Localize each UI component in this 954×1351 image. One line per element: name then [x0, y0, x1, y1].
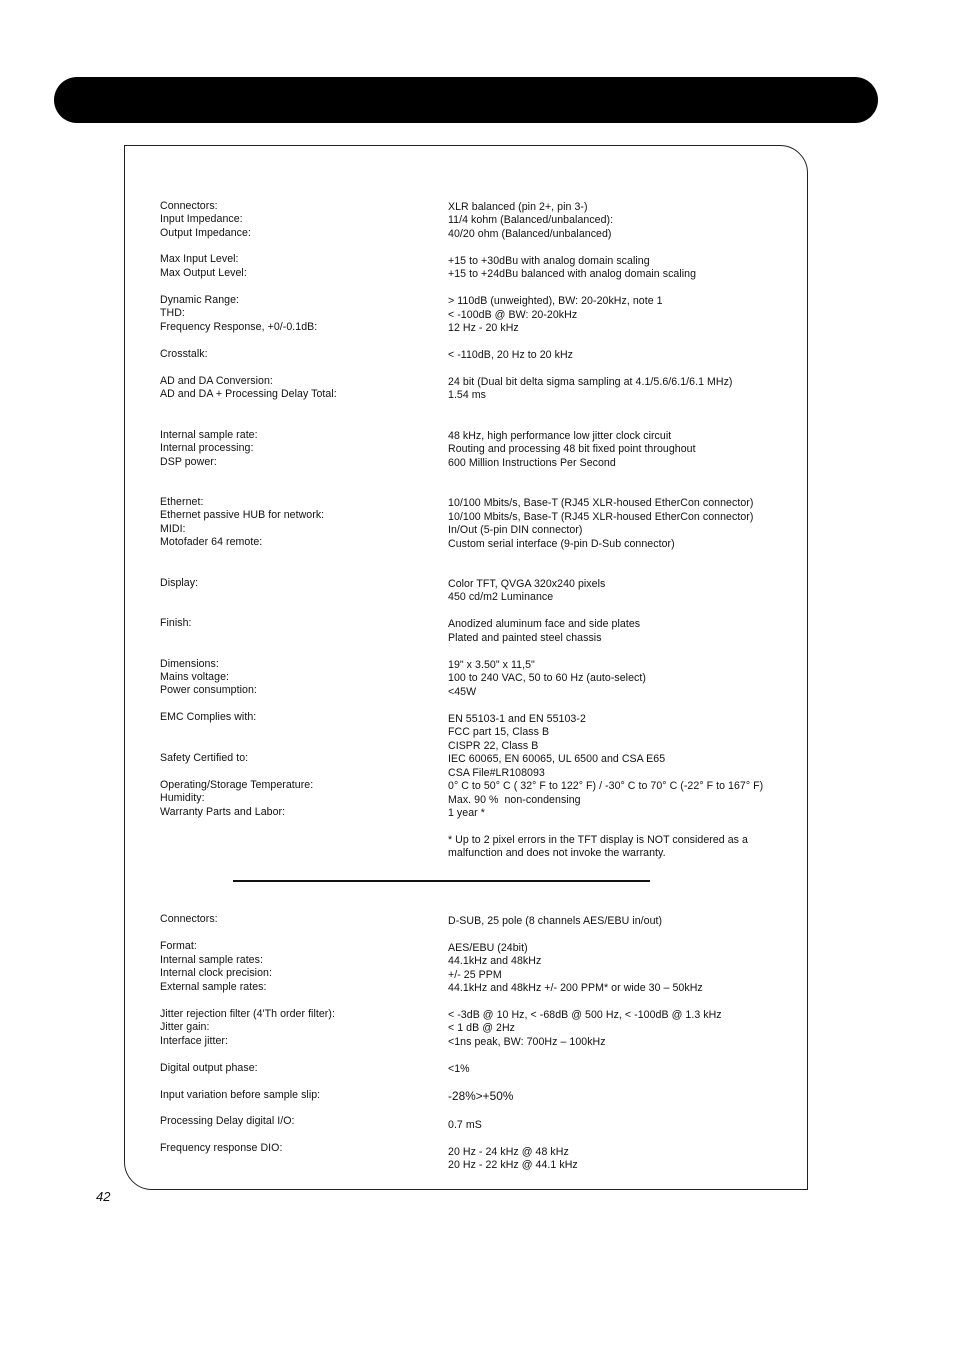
spec-label: Max Output Level:: [160, 267, 247, 279]
spec-label: Internal sample rates:: [160, 954, 263, 966]
spec-label: Interface jitter:: [160, 1035, 228, 1047]
spec-value: 20 Hz - 24 kHz @ 48 kHz: [448, 1146, 569, 1158]
spec-label: Mains voltage:: [160, 671, 230, 683]
spec-value: 44.1kHz and 48kHz +/- 200 PPM* or wide 30 – 50kHz: [448, 982, 703, 994]
spec-value: 10/100 Mbits/s, Base-T (RJ45 XLR-housed EtherCon connector): [448, 497, 754, 509]
page-number: 42: [96, 1189, 111, 1204]
spec-value: +/- 25 PPM: [448, 969, 502, 981]
spec-value: > 110dB (unweighted), BW: 20-20kHz, note 1: [448, 295, 663, 307]
spec-label: Safety Certified to:: [160, 752, 249, 764]
spec-value: Routing and processing 48 bit fixed point throughout: [448, 443, 696, 455]
section-divider: [233, 880, 650, 882]
spec-value: In/Out (5-pin DIN connector): [448, 524, 583, 536]
spec-value: D-SUB, 25 pole (8 channels AES/EBU in/out): [448, 915, 663, 927]
spec-value: <1ns peak, BW: 700Hz – 100kHz: [448, 1036, 606, 1048]
spec-value: malfunction and does not invoke the warranty.: [448, 847, 666, 859]
spec-value: 24 bit (Dual bit delta sigma sampling at 4.1/5.6/6.1/6.1 MHz): [448, 376, 733, 388]
spec-value: Color TFT, QVGA 320x240 pixels: [448, 578, 606, 590]
spec-value: 100 to 240 VAC, 50 to 60 Hz (auto-select): [448, 672, 646, 684]
spec-value: CSA File#LR108093: [448, 767, 545, 779]
spec-label: Motofader 64 remote:: [160, 536, 263, 548]
spec-value: EN 55103-1 and EN 55103-2: [448, 713, 586, 725]
spec-value: Max. 90 % non-condensing: [448, 794, 581, 806]
spec-value: +15 to +24dBu balanced with analog domain scaling: [448, 268, 697, 280]
spec-label: Crosstalk:: [160, 348, 208, 360]
spec-label: DSP power:: [160, 456, 217, 468]
spec-label: Jitter rejection filter (4'Th order filter):: [160, 1008, 335, 1020]
spec-value: < -3dB @ 10 Hz, < -68dB @ 500 Hz, < -100dB @ 1.3 kHz: [448, 1009, 722, 1021]
spec-value: <45W: [448, 686, 477, 698]
spec-label: EMC Complies with:: [160, 711, 257, 723]
spec-label: MIDI:: [160, 523, 186, 535]
spec-value: 44.1kHz and 48kHz: [448, 955, 542, 967]
spec-label: Humidity:: [160, 792, 205, 804]
spec-label: Connectors:: [160, 913, 218, 925]
spec-label: Warranty Parts and Labor:: [160, 806, 286, 818]
spec-value: AES/EBU (24bit): [448, 942, 528, 954]
spec-value: XLR balanced (pin 2+, pin 3-): [448, 201, 588, 213]
spec-label: Format:: [160, 940, 197, 952]
spec-label: External sample rates:: [160, 981, 267, 993]
spec-value: Anodized aluminum face and side plates: [448, 618, 641, 630]
spec-value: 1.54 ms: [448, 389, 487, 401]
spec-label: Finish:: [160, 617, 192, 629]
spec-value: CISPR 22, Class B: [448, 740, 539, 752]
spec-value: 450 cd/m2 Luminance: [448, 591, 554, 603]
spec-label: THD:: [160, 307, 185, 319]
header-bar: [54, 77, 878, 123]
spec-value: * Up to 2 pixel errors in the TFT display is NOT considered as a: [448, 834, 748, 846]
spec-label: Internal clock precision:: [160, 967, 272, 979]
spec-value: FCC part 15, Class B: [448, 726, 550, 738]
spec-value: 20 Hz - 22 kHz @ 44.1 kHz: [448, 1159, 578, 1171]
spec-value: 10/100 Mbits/s, Base-T (RJ45 XLR-housed EtherCon connector): [448, 511, 754, 523]
spec-value: 11/4 kohm (Balanced/unbalanced):: [448, 214, 614, 226]
spec-value: 19" x 3.50" x 11,5": [448, 659, 535, 671]
spec-value: Custom serial interface (9-pin D-Sub connector): [448, 538, 675, 550]
spec-label: Frequency Response, +0/-0.1dB:: [160, 321, 318, 333]
spec-label: Display:: [160, 577, 199, 589]
spec-label: AD and DA + Processing Delay Total:: [160, 388, 337, 400]
spec-label: AD and DA Conversion:: [160, 375, 273, 387]
spec-value: 0.7 mS: [448, 1119, 482, 1131]
spec-label: Digital output phase:: [160, 1062, 258, 1074]
spec-label: Power consumption:: [160, 684, 257, 696]
spec-label: Internal processing:: [160, 442, 254, 454]
spec-label: Connectors:: [160, 200, 218, 212]
spec-label: Frequency response DIO:: [160, 1142, 283, 1154]
spec-label: Operating/Storage Temperature:: [160, 779, 314, 791]
spec-value: 48 kHz, high performance low jitter clock circuit: [448, 430, 672, 442]
spec-value: < -110dB, 20 Hz to 20 kHz: [448, 349, 574, 361]
spec-value: Plated and painted steel chassis: [448, 632, 602, 644]
spec-value: IEC 60065, EN 60065, UL 6500 and CSA E65: [448, 753, 666, 765]
spec-label: Output Impedance:: [160, 227, 251, 239]
spec-value: 1 year *: [448, 807, 485, 819]
spec-label: Dynamic Range:: [160, 294, 240, 306]
spec-label: Internal sample rate:: [160, 429, 258, 441]
spec-value: < 1 dB @ 2Hz: [448, 1022, 516, 1034]
spec-label: Jitter gain:: [160, 1021, 210, 1033]
spec-value: -28%>+50%: [448, 1089, 514, 1103]
spec-label: Dimensions:: [160, 658, 219, 670]
spec-value: 12 Hz - 20 kHz: [448, 322, 519, 334]
spec-label: Ethernet:: [160, 496, 204, 508]
spec-value: 40/20 ohm (Balanced/unbalanced): [448, 228, 612, 240]
spec-label: Input Impedance:: [160, 213, 243, 225]
spec-value: <1%: [448, 1063, 470, 1075]
spec-label: Ethernet passive HUB for network:: [160, 509, 325, 521]
spec-label: Input variation before sample slip:: [160, 1089, 321, 1101]
spec-value: 0° C to 50° C ( 32° F to 122° F) / -30° C to 70° C (-22° F to 167° F): [448, 780, 764, 792]
spec-value: +15 to +30dBu with analog domain scaling: [448, 255, 650, 267]
spec-value: 600 Million Instructions Per Second: [448, 457, 616, 469]
spec-label: Processing Delay digital I/O:: [160, 1115, 295, 1127]
spec-value: < -100dB @ BW: 20-20kHz: [448, 309, 578, 321]
spec-label: Max Input Level:: [160, 253, 239, 265]
